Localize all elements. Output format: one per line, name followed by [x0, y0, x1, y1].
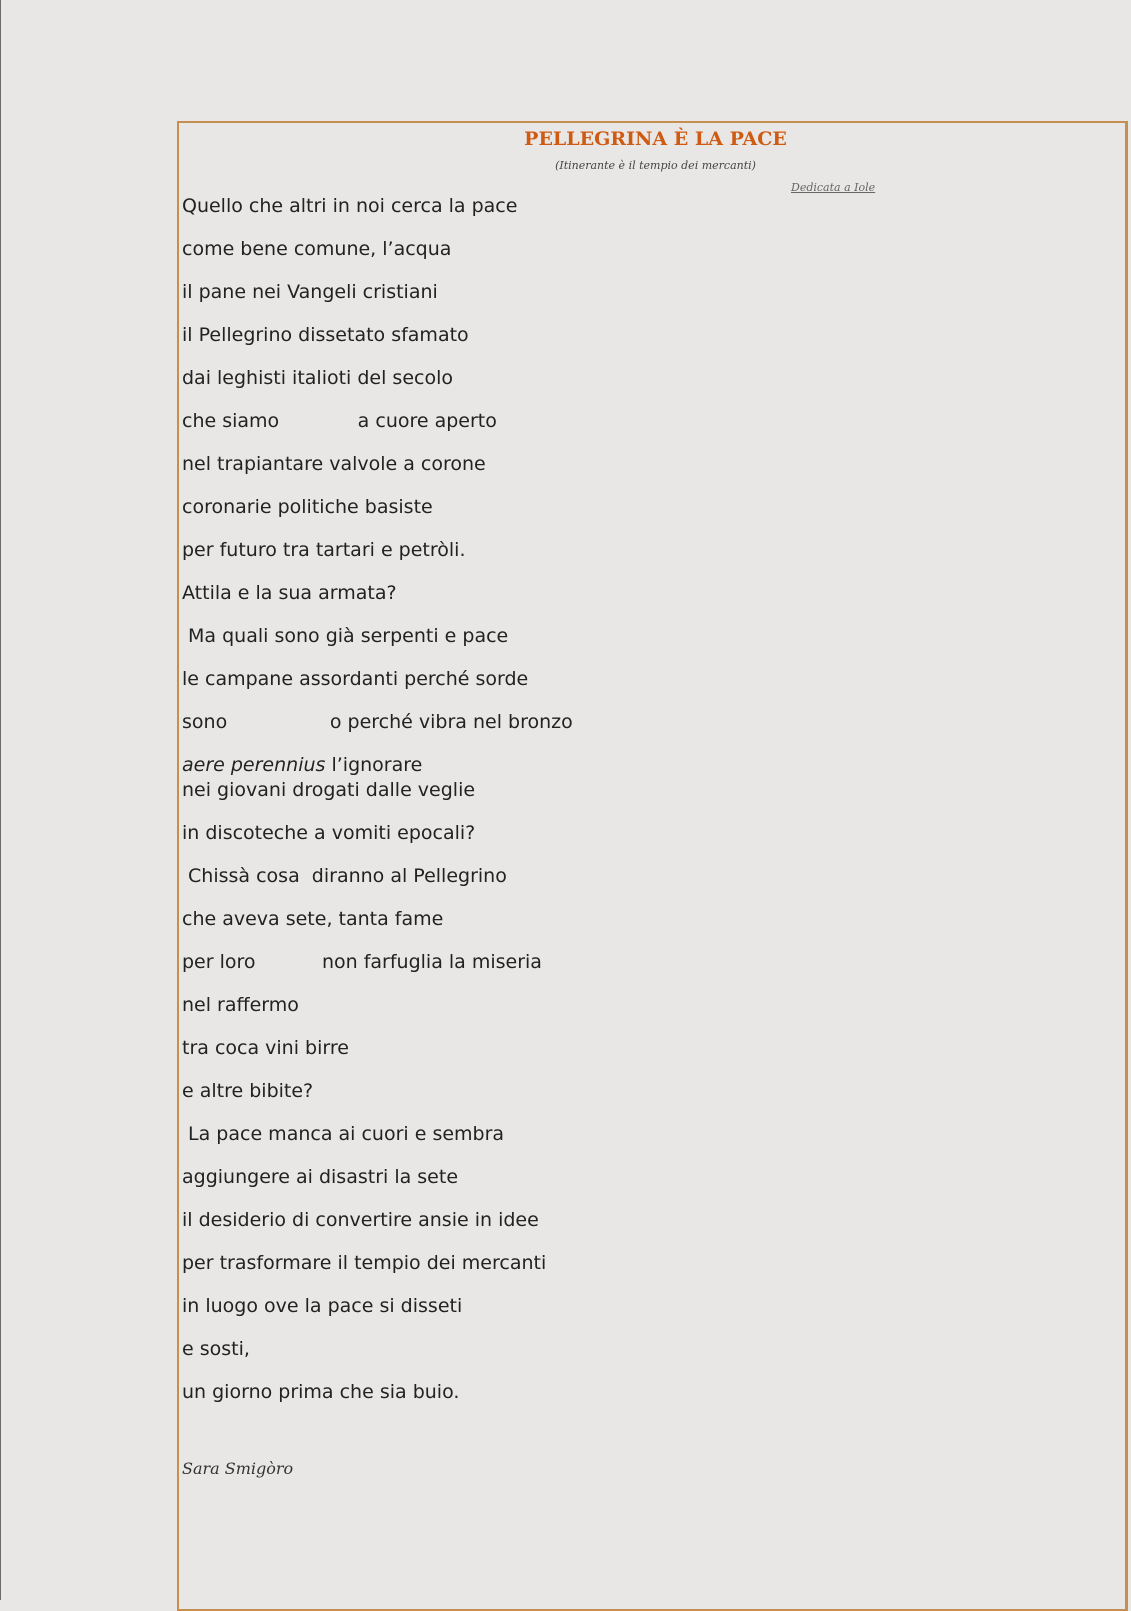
poem-title: PELLEGRINA È LA PACE: [524, 128, 787, 150]
poem-line: per loro non farfuglia la miseria: [182, 951, 542, 973]
poem-line: Chissà cosa diranno al Pellegrino: [182, 865, 507, 887]
poem-line: in luogo ove la pace si disseti: [182, 1295, 463, 1317]
poem-line: per futuro tra tartari e petròli.: [182, 539, 466, 561]
poem-line: La pace manca ai cuori e sembra: [182, 1123, 505, 1145]
poem-line-rest: l’ignorare: [325, 754, 423, 776]
poem-signature: Sara Smigòro: [182, 1459, 294, 1478]
poem-subtitle: (Itinerante è il tempio dei mercanti): [555, 159, 756, 172]
poem-line: un giorno prima che sia buio.: [182, 1381, 460, 1403]
poem-line: le campane assordanti perché sorde: [182, 668, 529, 690]
poem-line: il desiderio di convertire ansie in idee: [182, 1209, 539, 1231]
poem-line: aggiungere ai disastri la sete: [182, 1166, 459, 1188]
poem-line: dai leghisti italioti del secolo: [182, 367, 453, 389]
poem-body: [182, 0, 782, 1600]
poem-line: Ma quali sono già serpenti e pace: [182, 625, 509, 647]
page-left-edge: [0, 0, 1, 1600]
poem-line: [182, 754, 422, 776]
poem-line: Attila e la sua armata?: [182, 582, 397, 604]
poem-line: nei giovani drogati dalle veglie: [182, 779, 476, 801]
poem-line: sono o perché vibra nel bronzo: [182, 711, 573, 733]
poem-line: e sosti,: [182, 1338, 250, 1360]
poem-line: che siamo a cuore aperto: [182, 410, 497, 432]
poem-line: il Pellegrino dissetato sfamato: [182, 324, 469, 346]
poem-line: che aveva sete, tanta fame: [182, 908, 444, 930]
poem-line: in discoteche a vomiti epocali?: [182, 822, 476, 844]
poem-line: il pane nei Vangeli cristiani: [182, 281, 438, 303]
poem-line: come bene comune, l’acqua: [182, 238, 452, 260]
poem-line: nel raffermo: [182, 994, 299, 1016]
poem-line: e altre bibite?: [182, 1080, 314, 1102]
poem-line-latin-phrase: aere perennius: [182, 754, 326, 776]
poem-line: tra coca vini birre: [182, 1037, 349, 1059]
poem-line: per trasformare il tempio dei mercanti: [182, 1252, 547, 1274]
poem-line: Quello che altri in noi cerca la pace: [182, 195, 518, 217]
poem-line: nel trapiantare valvole a corone: [182, 453, 486, 475]
poem-dedication: Dedicata a Iole: [791, 181, 876, 194]
poem-line: coronarie politiche basiste: [182, 496, 433, 518]
